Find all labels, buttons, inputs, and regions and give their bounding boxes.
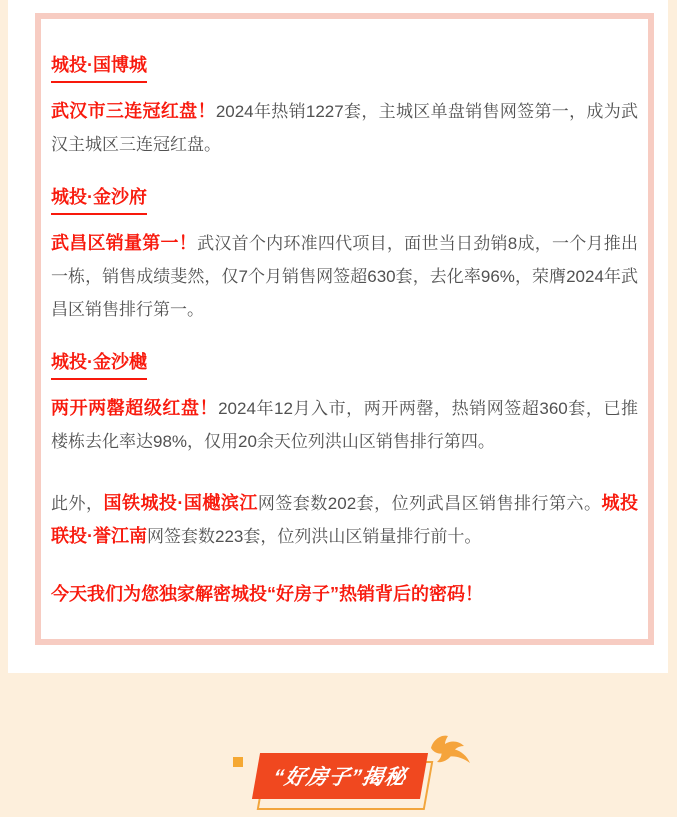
section-heading-jinshayue: [51, 352, 638, 380]
section-heading-label: 城投·金沙樾: [51, 352, 147, 380]
swallow-bird-icon: [428, 733, 472, 766]
content-panel: [8, 0, 668, 673]
article-card: [35, 13, 654, 645]
section-heading-label: 城投·国博城: [51, 55, 147, 83]
section-heading-jinshafu: [51, 187, 638, 215]
paragraph-jinshafu: [51, 227, 638, 326]
paragraph-jinshayue: [51, 392, 638, 458]
body-text: 2024年热销1227套，主城区单盘销售网签第一，成为武汉主城区三连冠红盘。: [51, 102, 638, 154]
amber-square-icon: [233, 757, 243, 767]
lead-text: 武汉市三连冠红盘！: [51, 101, 216, 121]
body-text: 2024年12月入市，两开两罄，热销网签超360套，已推楼栋去化率达98%，仅用20余天位列洪山区销售排行第四。: [51, 399, 639, 451]
closing-line: 今天我们为您独家解密城投“好房子”热销背后的密码！: [51, 584, 483, 604]
body-text: 网签套数223套，位列洪山区销量排行前十。: [147, 527, 482, 546]
lead-text: 两开两罄超级红盘！: [51, 398, 219, 418]
body-text: 此外，: [51, 494, 104, 513]
lead-text: 武昌区销量第一！: [51, 233, 198, 253]
body-text: 网签套数202套，位列武昌区销售排行第六。: [257, 494, 602, 513]
ribbon-banner: [252, 753, 428, 799]
banner-label: “好房子”揭秘: [271, 766, 409, 789]
body-text: 武汉首个内环准四代项目，面世当日劲销8成，一个月推出一栋，销售成绩斐然，仅7个月销售网签超630套，去化率96%，荣膺2024年武昌区销售排行第一。: [51, 234, 638, 319]
paragraph-guobocheng: [51, 95, 638, 161]
paragraph-other-projects: [51, 487, 638, 553]
section-heading-guobocheng: [51, 55, 638, 83]
project-name-highlight: 国铁城投·国樾滨江: [103, 493, 258, 513]
section-heading-label: 城投·金沙府: [51, 187, 147, 215]
project-name-highlight: 城投联投·誉江南: [51, 493, 638, 546]
